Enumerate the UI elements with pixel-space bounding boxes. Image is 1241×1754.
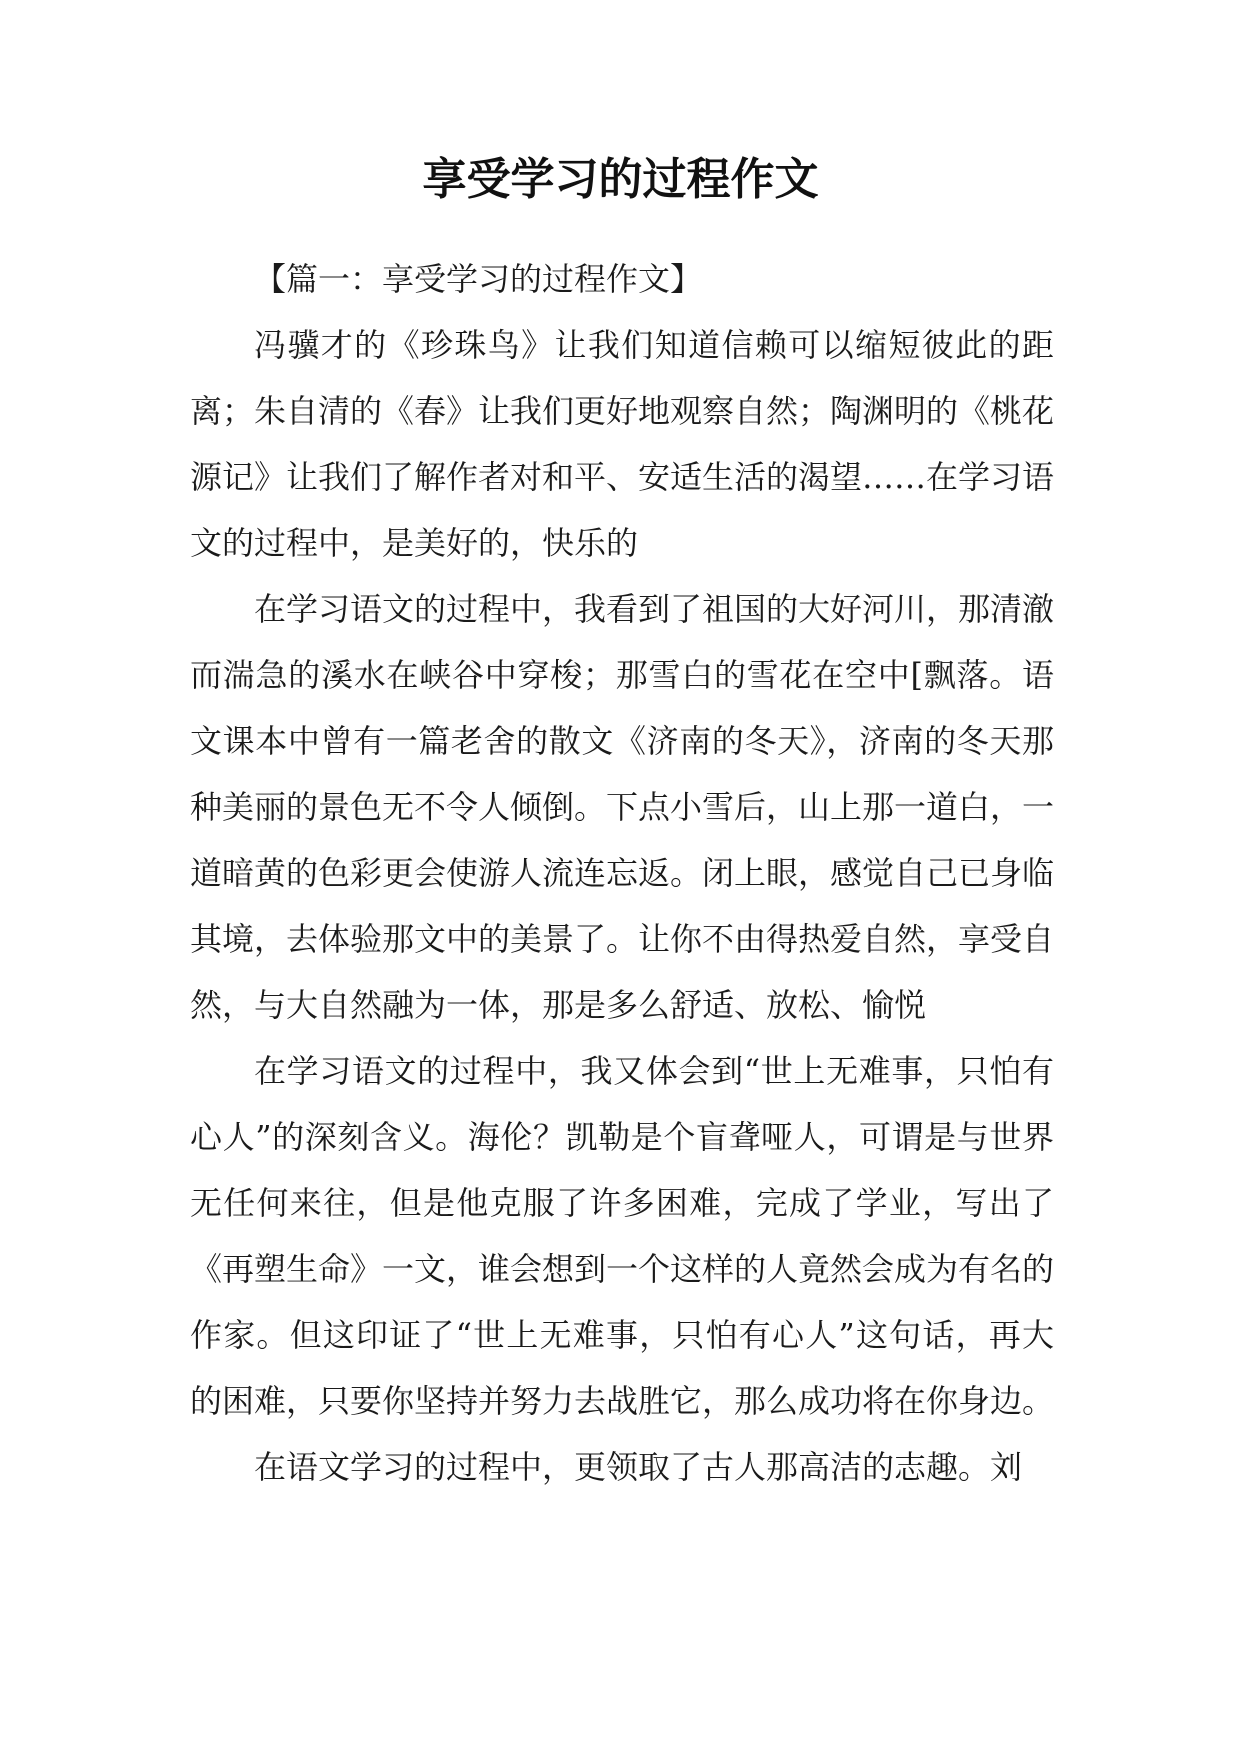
paragraph: 在学习语文的过程中，我看到了祖国的大好河川，那清澈而湍急的溪水在峡谷中穿梭；那雪白的雪花在空中[飘落。语文课本中曾有一篇老舍的散文《济南的冬天》，济南的冬天那种美丽的景色无不令人倾倒。下点小雪后，山上那一道白，一道暗黄的色彩更会使游人流连忘返。闭上眼，感觉自己已身临其境，去体验那文中的美景了。让你不由得热爱自然，享受自然，与大自然融为一体，那是多么舒适、放松、愉悦 [190, 590, 1055, 1024]
section-heading: 【篇一：享受学习的过程作文】 [254, 260, 703, 298]
paragraph: 冯骥才的《珍珠鸟》让我们知道信赖可以缩短彼此的距离；朱自清的《春》让我们更好地观察自然；陶渊明的《桃花源记》让我们了解作者对和平、安适生活的渴望……在学习语文的过程中，是美好的，快乐的 [190, 326, 1055, 562]
document-title: 享受学习的过程作文 [422, 154, 819, 205]
document-body [190, 246, 1054, 1500]
paragraph: 在学习语文的过程中，我又体会到“世上无难事，只怕有心人”的深刻含义。海伦？凯勒是个盲聋哑人，可谓是与世界无任何来往，但是他克服了许多困难，完成了学业，写出了《再塑生命》一文，谁会想到一个这样的人竟然会成为有名的作家。但这印证了“世上无难事，只怕有心人”这句话，再大的困难，只要你坚持并努力去战胜它，那么成功将在你身边。 [190, 1052, 1055, 1420]
paragraph: 在语文学习的过程中，更领取了古人那高洁的志趣。刘 [254, 1448, 1023, 1486]
